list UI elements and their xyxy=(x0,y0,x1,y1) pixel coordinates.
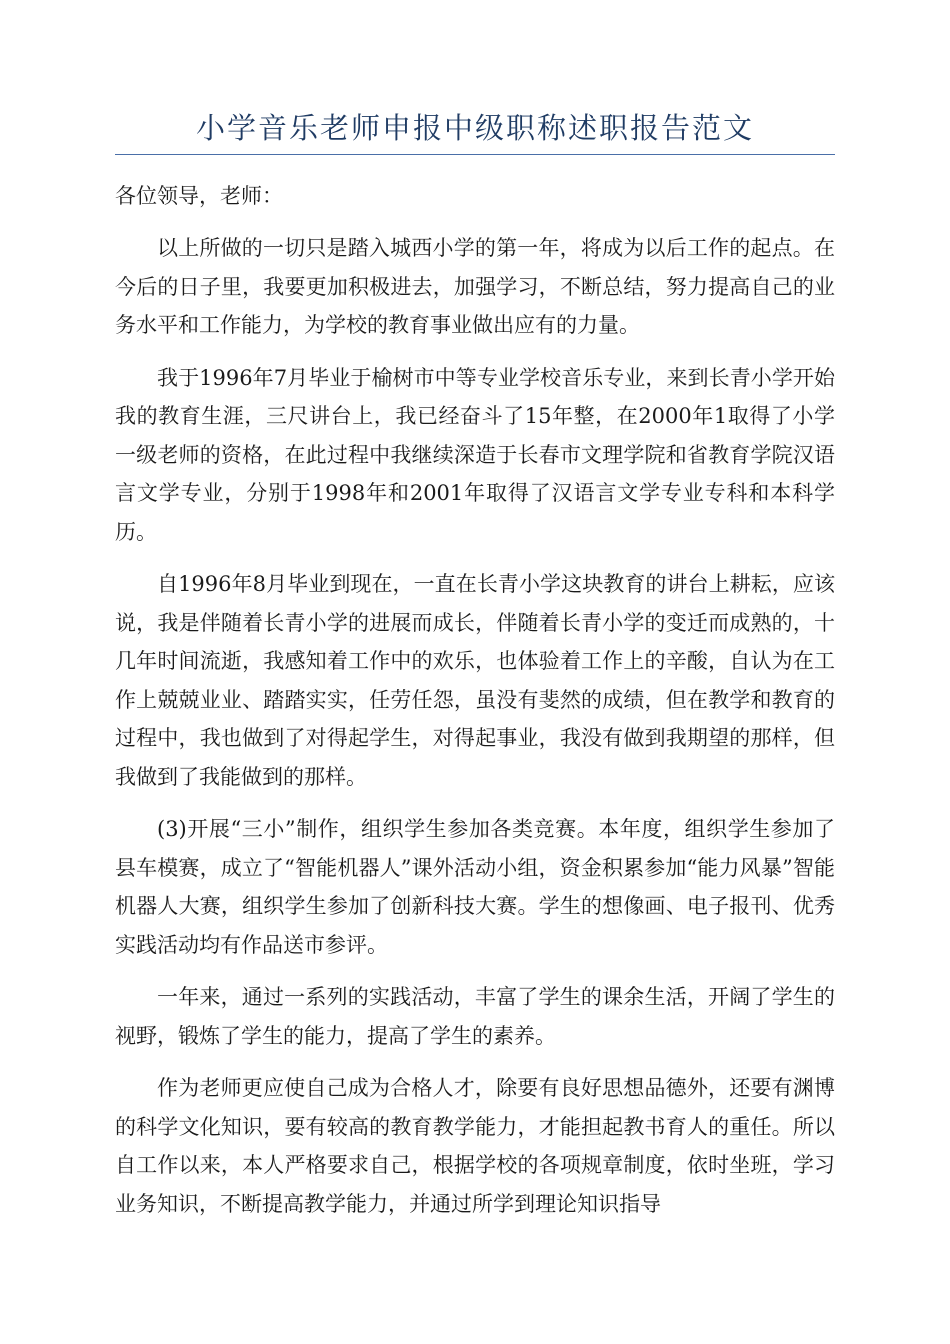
salutation: 各位领导，老师： xyxy=(115,184,283,208)
document-title: 小学音乐老师申报中级职称述职报告范文 xyxy=(115,108,835,155)
paragraph-3: 自1996年8月毕业到现在，一直在长青小学这块教育的讲台上耕耘，应该说，我是伴随着长青小学的进展而成长，伴随着长青小学的变迁而成熟的，十几年时间流逝，我感知着工作中的欢乐，也体验着工作上的辛酸，自认为在工作上兢兢业业、踏踏实实，任劳任怨，虽没有斐然的成绩，但在教学和教育的过程中，我也做到了对得起学生，对得起事业，我没有做到我期望的那样，但我做到了我能做到的那样。 xyxy=(115,572,835,789)
document-page xyxy=(115,108,835,1237)
paragraph-1: 以上所做的一切只是踏入城西小学的第一年，将成为以后工作的起点。在今后的日子里，我要更加积极进去，加强学习，不断总结，努力提高自己的业务水平和工作能力，为学校的教育事业做出应有的力量。 xyxy=(115,236,835,337)
paragraph-4: (3)开展“三小”制作，组织学生参加各类竞赛。本年度，组织学生参加了县车模赛，成立了“智能机器人”课外活动小组，资金积累参加“能力风暴”智能机器人大赛，组织学生参加了创新科技大赛。学生的想像画、电子报刊、优秀实践活动均有作品送市参评。 xyxy=(115,817,835,957)
paragraph-6: 作为老师更应使自己成为合格人才，除要有良好思想品德外，还要有渊博的科学文化知识，要有较高的教育教学能力，才能担起教书育人的重任。所以自工作以来，本人严格要求自己，根据学校的各项规章制度，依时坐班，学习业务知识，不断提高教学能力，并通过所学到理论知识指导 xyxy=(115,1076,835,1216)
paragraph-2: 我于1996年7月毕业于榆树市中等专业学校音乐专业，来到长青小学开始我的教育生涯，三尺讲台上，我已经奋斗了15年整，在2000年1取得了小学一级老师的资格，在此过程中我继续深造于长春市文理学院和省教育学院汉语言文学专业，分别于1998年和2001年取得了汉语言文学专业专科和本科学历。 xyxy=(115,365,835,544)
paragraph-5: 一年来，通过一系列的实践活动，丰富了学生的课余生活，开阔了学生的视野，锻炼了学生的能力，提高了学生的素养。 xyxy=(115,985,835,1048)
